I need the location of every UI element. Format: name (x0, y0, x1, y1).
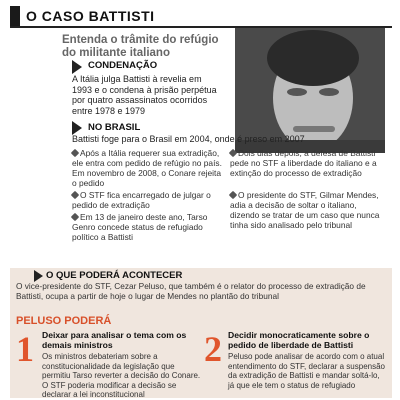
bullet-text: Dois dias depois, a defesa de Battisti pede no STF a liberdade do italiano e a extinção do processo de extradição (230, 148, 377, 178)
header-bar (10, 6, 20, 28)
subtitle: Entenda o trâmite do refúgio do militante italiano (62, 34, 219, 59)
condenacao-text: A Itália julga Battisti à revelia em 1993 e o condena à prisão perpétua por quatro assassinatos ocorridos entre 1978 e 1979 (72, 74, 217, 116)
list-item (230, 148, 388, 178)
header (10, 6, 392, 28)
arrow-icon (72, 121, 82, 135)
bullet-text: Após a Itália requerer sua extradição, ele entra com pedido de refúgio no país. Em novembro de 2008, o Conare rejeita o pedido (72, 148, 222, 188)
page-title: O CASO BATTISTI (26, 8, 155, 24)
bullet-icon (71, 213, 79, 221)
option-2-heading: Decidir monocraticamente sobre o pedido de liberdade de Battisti (228, 330, 370, 350)
list-item (72, 212, 222, 242)
what-may-happen-text: O vice-presidente do STF, Cezar Peluso, que também é o relator do processo de extradição de Battisti, ocupa a partir de hoje o lugar de Mendes no plantão do tribunal (16, 281, 366, 301)
brasil-label-text: NO BRASIL (88, 122, 141, 133)
brasil-label (88, 122, 140, 134)
bullet-icon (229, 149, 237, 157)
arrow-icon (72, 60, 82, 74)
list-item (230, 190, 388, 230)
option-number-2: 2 (204, 329, 222, 369)
list-item (72, 148, 222, 188)
bullet-text: O presidente do STF, Gilmar Mendes, adia a decisão de soltar o italiano, dizendo se tratar de um caso que nunca tinha sido analisado pelo tribunal (230, 190, 380, 230)
brasil-text: Battisti foge para o Brasil em 2004, onde é preso em 2007 (72, 134, 305, 144)
what-may-happen-title: O QUE PODERÁ ACONTECER (46, 270, 183, 281)
infographic (10, 6, 392, 398)
option-1-heading: Deixar para analisar o tema com os demais ministros (42, 330, 187, 350)
bullet-icon (229, 191, 237, 199)
option-number-1: 1 (16, 329, 34, 369)
list-item (72, 190, 222, 210)
peluso-label: PELUSO PODERÁ (16, 315, 112, 327)
option-1-text: Os ministros debateriam sobre a constitucionalidade da legislação que permitiu Tarso reverter a decisão do Conare. O STF poderia modificar a decisão se declarar a lei inconstitucional (42, 352, 201, 400)
condenacao-label (88, 60, 157, 72)
bullet-text: O STF fica encarregado de julgar o pedido de extradição (72, 190, 211, 210)
what-may-happen-box (10, 268, 392, 398)
bullet-text: Em 13 de janeiro deste ano, Tarso Genro concede status de refugiado político a Battisti (72, 212, 208, 242)
condenacao-label-text: CONDENAÇÃO (88, 60, 158, 71)
option-2-text: Peluso pode analisar de acordo com o atual entendimento do STF, declarar a suspensão da extradição de Battisti e mandar soltá-lo, já que ele tem o status de refugiado (228, 352, 385, 390)
bullet-icon (71, 191, 79, 199)
bullet-icon (71, 149, 79, 157)
